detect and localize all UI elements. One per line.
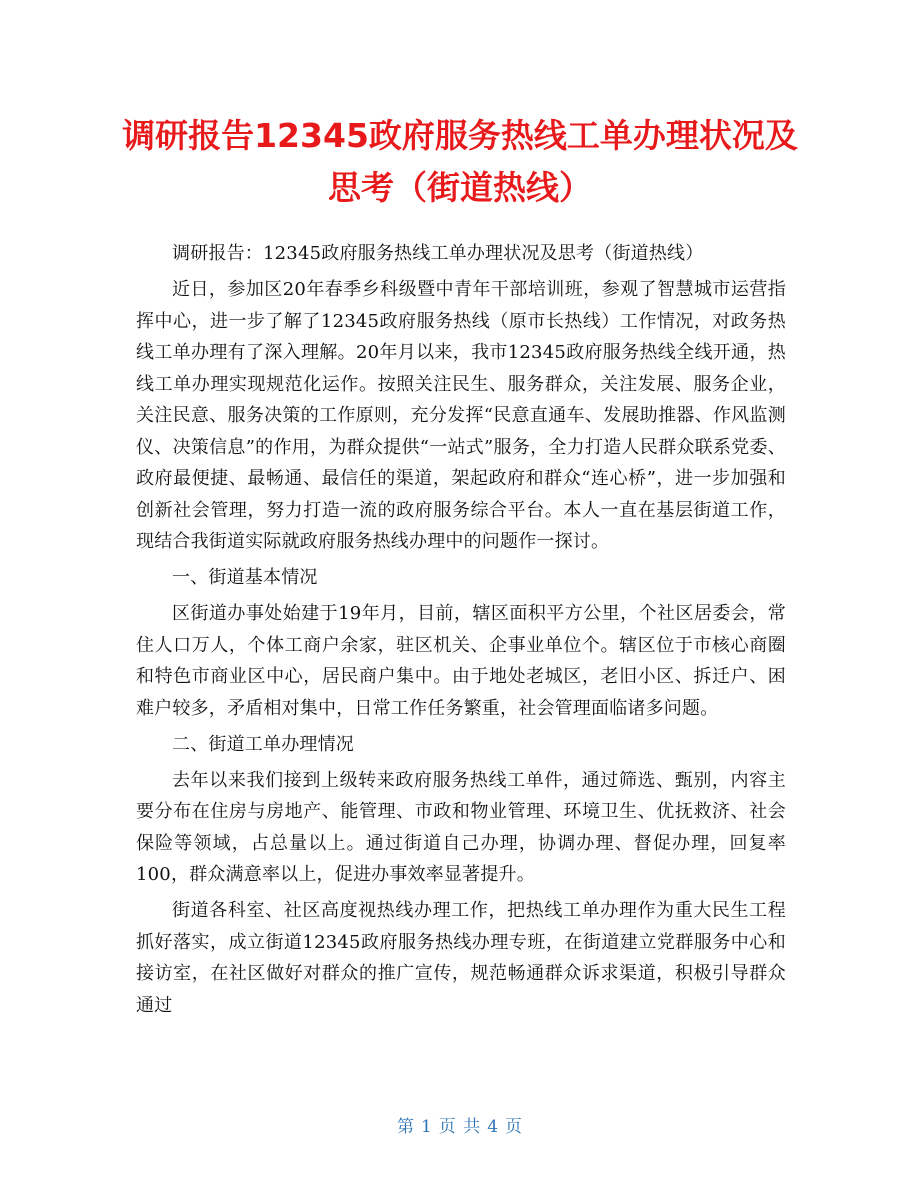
document-body <box>136 238 786 1021</box>
title-line-2: 思考（街道热线） <box>328 168 592 207</box>
paragraph-departments: 街道各科室、社区高度视热线办理工作，把热线工单办理作为重大民生工程抓好落实，成立街道12345政府服务热线办理专班，在街道建立党群服务中心和接访室，在社区做好对群众的推广宣传，规范畅通群众诉求渠道，积极引导群众通过 <box>136 900 786 1016</box>
footer-suffix: 页 <box>505 1117 524 1137</box>
footer-page-number: 1 <box>420 1117 433 1137</box>
section-heading-1: 一、街道基本情况 <box>172 567 318 588</box>
footer-middle: 页 共 <box>438 1117 482 1137</box>
paragraph-subtitle: 调研报告：12345政府服务热线工单办理状况及思考（街道热线） <box>172 243 704 264</box>
document-title <box>120 110 800 214</box>
footer-prefix: 第 <box>396 1117 415 1137</box>
section-heading-2: 二、街道工单办理情况 <box>172 733 354 755</box>
title-line-1: 调研报告12345政府服务热线工单办理状况及 <box>122 116 798 155</box>
footer-total-pages: 4 <box>487 1117 500 1137</box>
page-footer <box>0 1112 920 1137</box>
paragraph-basic-info: 区街道办事处始建于19年月，目前，辖区面积平方公里，个社区居委会，常住人口万人，个体工商户余家，驻区机关、企事业单位个。辖区位于市核心商圈和特色市商业区中心，居民商户集中。由于地处老城区，老旧小区、拆迁户、困难户较多，矛盾相对集中，日常工作任务繁重，社会管理面临诸多问题。 <box>136 603 786 719</box>
paragraph-intro: 近日，参加区20年春季乡科级暨中青年干部培训班，参观了智慧城市运营指挥中心，进一步了解了12345政府服务热线（原市长热线）工作情况，对政务热线工单办理有了深入理解。20年月以来，我市12345政府服务热线全线开通，热线工单办理实现规范化运作。按照关注民生、服务群众，关注发展、服务企业，关注民意、服务决策的工作原则，充分发挥“民意直通车、发展助推器、作风监测仪、决策信息”的作用，为群众提供“一站式”服务，全力打造人民群众联系党委、政府最便捷、最畅通、最信任的渠道，架起政府和群众“连心桥”，进一步加强和创新社会管理，努力打造一流的政府服务综合平台。本人一直在基层街道工作，现结合我街道实际就政府服务热线办理中的问题作一探讨。 <box>136 279 786 552</box>
paragraph-work-orders: 去年以来我们接到上级转来政府服务热线工单件，通过筛选、甄别，内容主要分布在住房与房地产、能管理、市政和物业管理、环境卫生、优抚救济、社会保险等领域，占总量以上。通过街道自己办理，协调办理、督促办理，回复率100，群众满意率以上，促进办事效率显著提升。 <box>136 769 786 885</box>
